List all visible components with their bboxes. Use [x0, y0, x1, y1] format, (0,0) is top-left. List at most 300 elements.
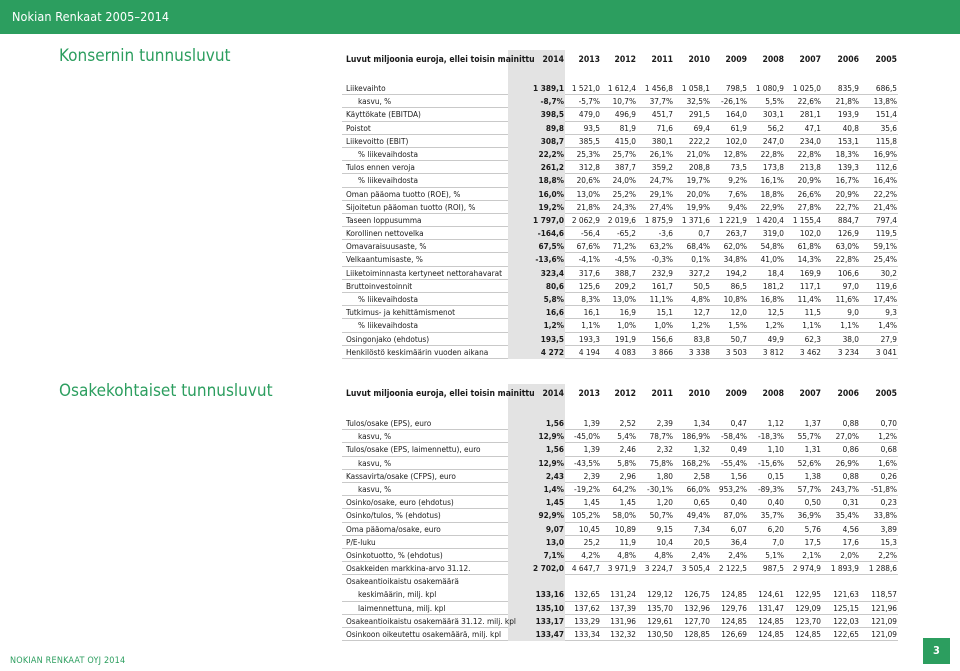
header-label: Luvut miljoonia euroja, ellei toisin mainittu	[346, 389, 535, 399]
year-header: 2013	[578, 389, 600, 399]
table-cell: 35,7%	[760, 510, 784, 521]
table-cell: 13,0	[545, 536, 564, 547]
table-cell: 3 338	[688, 346, 710, 357]
year-header: 2009	[725, 55, 747, 65]
table-cell: 22,6%	[797, 96, 821, 107]
table-cell: 37,7%	[649, 96, 673, 107]
highlight-column	[508, 404, 565, 417]
table-cell: 121,63	[833, 589, 859, 600]
year-header: 2010	[688, 389, 710, 399]
table-cell: 58,0%	[612, 510, 636, 521]
table-cell: 11,1%	[649, 294, 673, 304]
table-cell: 5,8%	[617, 457, 636, 468]
table-cell: 1 288,6	[868, 563, 897, 574]
table-cell: 247,0	[762, 135, 784, 146]
year-header: 2007	[799, 389, 821, 399]
table-cell: 1 080,9	[755, 83, 784, 93]
row-label: Omavaraisuusaste, %	[346, 241, 427, 252]
table-cell: 10,45	[578, 523, 600, 534]
table-row	[342, 95, 898, 108]
table-cell: -56,4	[580, 228, 600, 239]
table-cell: 122,65	[833, 629, 859, 639]
table-cell: 133,34	[574, 629, 600, 639]
table-cell: 135,10	[535, 602, 564, 613]
table-cell: 22,8%	[797, 148, 821, 159]
row-label: Velkaantumisaste, %	[346, 254, 423, 265]
table-cell: 0,40	[730, 497, 747, 508]
table-cell: 132,65	[574, 589, 600, 600]
table-cell: 798,5	[725, 83, 747, 93]
table-cell: -45,0%	[573, 431, 600, 442]
table-cell: 1,0%	[617, 320, 636, 331]
table-row	[342, 523, 898, 536]
table-cell: 61,8%	[797, 241, 821, 252]
table-cell: 7,0	[772, 536, 784, 547]
table-cell: 1,1%	[581, 320, 600, 331]
table-cell: 49,4%	[686, 510, 710, 521]
table-cell: 1,6%	[878, 457, 897, 468]
table-cell: 20,5	[693, 536, 710, 547]
table-cell: 118,57	[871, 589, 897, 600]
table-cell: 123,70	[795, 615, 821, 626]
table-cell: 9,3	[885, 307, 897, 318]
table-cell: 0,40	[767, 497, 784, 508]
table-cell: 25,7%	[612, 148, 636, 159]
row-label: P/E-luku	[346, 536, 376, 547]
table-cell: 119,6	[875, 280, 897, 291]
table-cell: 168,2%	[681, 457, 710, 468]
table-cell: 2 062,9	[571, 214, 600, 225]
table-cell: 27,9	[880, 333, 897, 344]
table-cell: 156,6	[651, 333, 673, 344]
table-cell: 3 041	[875, 346, 897, 357]
table-cell: 17,5	[804, 536, 821, 547]
year-header: 2009	[725, 389, 747, 399]
table-cell: 1,2%	[691, 320, 710, 331]
table-cell: 3 812	[762, 346, 784, 357]
table-cell: 12,8%	[723, 148, 747, 159]
table-cell: 21,0%	[686, 148, 710, 159]
row-label: Tulos ennen veroja	[346, 162, 415, 173]
row-label: Taseen loppusumma	[346, 214, 422, 225]
table-cell: 18,3%	[835, 148, 859, 159]
table-row	[342, 602, 898, 615]
table-cell: 1 521,0	[571, 83, 600, 93]
table-cell: 3 866	[651, 346, 673, 357]
table-cell: 1 221,9	[718, 214, 747, 225]
table-cell: 4 272	[540, 346, 564, 357]
table-cell: 19,2%	[538, 201, 564, 212]
table-cell: 61,9	[730, 122, 747, 133]
table-cell: 12,7	[693, 307, 710, 318]
table-cell: 33,8%	[873, 510, 897, 521]
table-cell: 1,1%	[802, 320, 821, 331]
table-cell: 80,6	[545, 280, 564, 291]
per-share-figures-table	[342, 384, 898, 641]
table-cell: -19,2%	[573, 483, 600, 494]
table-cell: 86,5	[730, 280, 747, 291]
table-cell: 12,0	[730, 307, 747, 318]
table-cell: 17,4%	[873, 294, 897, 304]
table-cell: 50,5	[693, 280, 710, 291]
table-cell: 263,7	[725, 228, 747, 239]
table-cell: 62,3	[804, 333, 821, 344]
row-label: Käyttökate (EBITDA)	[346, 109, 421, 120]
table-cell: 2,1%	[802, 549, 821, 560]
table-cell: 36,4	[730, 536, 747, 547]
table-cell: 105,2%	[571, 510, 600, 521]
table-cell: 7,34	[693, 523, 710, 534]
table-cell: 0,50	[804, 497, 821, 508]
table-cell: -55,4%	[720, 457, 747, 468]
table-cell: 1,10	[767, 444, 784, 455]
table-cell: 209,2	[614, 280, 636, 291]
table-cell: 1,39	[583, 444, 600, 455]
table-cell: 6,07	[730, 523, 747, 534]
table-cell: 1 058,1	[681, 83, 710, 93]
table-cell: 133,47	[535, 629, 564, 639]
table-cell: 1 389,1	[533, 83, 564, 93]
table-cell: 243,7%	[830, 483, 859, 494]
table-cell: 193,3	[578, 333, 600, 344]
table-cell: 131,24	[610, 589, 636, 600]
table-cell: -4,5%	[614, 254, 636, 265]
table-cell: 10,8%	[723, 294, 747, 304]
table-cell: 35,4%	[835, 510, 859, 521]
table-cell: 323,4	[540, 267, 564, 278]
table-cell: 121,96	[871, 602, 897, 613]
row-label: % liikevaihdosta	[358, 175, 418, 186]
row-label: Tulos/osake (EPS, laimennettu), euro	[346, 444, 481, 455]
table-cell: 4 194	[578, 346, 600, 357]
table-cell: 16,0%	[538, 188, 564, 199]
table-cell: 63,0%	[835, 241, 859, 252]
table-cell: 11,4%	[797, 294, 821, 304]
table-row	[342, 319, 898, 332]
table-cell: 213,8	[799, 162, 821, 173]
highlight-column	[508, 575, 565, 589]
table-cell: 30,2	[880, 267, 897, 278]
table-cell: 1,45	[545, 497, 564, 508]
table-cell: 122,03	[833, 615, 859, 626]
table-cell: 83,8	[693, 333, 710, 344]
row-label: laimennettuna, milj. kpl	[358, 602, 446, 613]
table-row	[342, 457, 898, 470]
table-cell: 67,6%	[576, 241, 600, 252]
table-cell: 4,8%	[691, 294, 710, 304]
table-cell: 1,0%	[654, 320, 673, 331]
table-cell: 3 505,4	[681, 563, 710, 574]
row-label: Bruttoinvestoinnit	[346, 280, 413, 291]
row-label: Korollinen nettovelka	[346, 228, 424, 239]
table-cell: 18,8%	[760, 188, 784, 199]
table-cell: 129,76	[721, 602, 747, 613]
table-cell: 312,8	[578, 162, 600, 173]
table-cell: 232,9	[651, 267, 673, 278]
table-cell: 26,9%	[835, 457, 859, 468]
table-row	[342, 470, 898, 483]
table-cell: 4,8%	[617, 549, 636, 560]
table-row	[342, 628, 898, 641]
table-cell: 75,8%	[649, 457, 673, 468]
table-cell: 9,4%	[728, 201, 747, 212]
table-cell: 18,4	[767, 267, 784, 278]
table-cell: 20,0%	[686, 188, 710, 199]
table-cell: 22,8%	[835, 254, 859, 265]
group-key-figures-table	[342, 50, 898, 359]
row-label: Kassavirta/osake (CFPS), euro	[346, 470, 456, 481]
year-header: 2008	[762, 389, 784, 399]
year-header: 2014	[542, 55, 564, 65]
table-cell: 124,85	[721, 589, 747, 600]
table-cell: 102,0	[725, 135, 747, 146]
table-row	[342, 174, 898, 187]
table-cell: -4,1%	[578, 254, 600, 265]
table-cell: 0,70	[880, 418, 897, 428]
table-cell: 32,5%	[686, 96, 710, 107]
row-label: kasvu, %	[358, 483, 392, 494]
table-cell: 3 224,7	[644, 563, 673, 574]
table-cell: 161,7	[651, 280, 673, 291]
table-cell: 64,2%	[612, 483, 636, 494]
table-cell: 6,20	[767, 523, 784, 534]
table-cell: 125,6	[578, 280, 600, 291]
table-cell: 16,9%	[873, 148, 897, 159]
year-header: 2012	[614, 389, 636, 399]
table-cell: 135,70	[647, 602, 673, 613]
table-cell: 2 702,0	[533, 563, 564, 574]
row-label: Osinkoon oikeutettu osakemäärä, milj. kpl	[346, 629, 502, 639]
table-cell: -89,3%	[757, 483, 784, 494]
table-cell: 1 420,4	[755, 214, 784, 225]
table-cell: 0,26	[880, 470, 897, 481]
table-cell: 835,9	[837, 83, 859, 93]
table-row	[342, 509, 898, 522]
table-cell: 124,85	[758, 615, 784, 626]
table-cell: 97,0	[842, 280, 859, 291]
table-row	[342, 496, 898, 509]
table-cell: 35,6	[880, 122, 897, 133]
table-cell: 10,7%	[612, 96, 636, 107]
table-cell: 133,16	[535, 589, 564, 600]
table-cell: 126,69	[721, 629, 747, 639]
table-cell: 1,56	[545, 444, 564, 455]
row-label: % liikevaihdosta	[358, 320, 418, 331]
table-row	[342, 135, 898, 148]
table-cell: 71,6	[656, 122, 673, 133]
table-cell: 124,85	[721, 615, 747, 626]
table-cell: 17,6	[842, 536, 859, 547]
table-cell: 131,47	[758, 602, 784, 613]
year-header: 2011	[651, 55, 673, 65]
row-label: Osingonjako (ehdotus)	[346, 333, 430, 344]
table-cell: 2,39	[583, 470, 600, 481]
table-cell: 291,5	[688, 109, 710, 120]
table-cell: 686,5	[875, 83, 897, 93]
table-cell: 50,7%	[649, 510, 673, 521]
table-cell: 66,0%	[686, 483, 710, 494]
table-cell: 5,5%	[765, 96, 784, 107]
table-cell: 9,2%	[728, 175, 747, 186]
table-cell: 59,1%	[873, 241, 897, 252]
table-row	[342, 214, 898, 227]
table-cell: 0,49	[730, 444, 747, 455]
table-cell: 52,6%	[797, 457, 821, 468]
table-cell: 22,8%	[760, 148, 784, 159]
table-cell: 122,95	[795, 589, 821, 600]
table-cell: 308,7	[540, 135, 564, 146]
table-cell: 56,2	[767, 122, 784, 133]
table-cell: 1,31	[804, 444, 821, 455]
table-cell: 3,89	[880, 523, 897, 534]
table-cell: 1,34	[693, 418, 710, 428]
table-cell: 73,5	[730, 162, 747, 173]
table-cell: 4,2%	[581, 549, 600, 560]
table-cell: 1,2%	[543, 320, 564, 331]
table-cell: 451,7	[651, 109, 673, 120]
table-cell: 1,4%	[543, 483, 564, 494]
table-cell: 117,1	[799, 280, 821, 291]
year-header: 2012	[614, 55, 636, 65]
table-row	[342, 280, 898, 293]
year-header: 2011	[651, 389, 673, 399]
table-cell: 20,9%	[797, 175, 821, 186]
highlight-column	[508, 70, 565, 82]
table-cell: -0,3%	[651, 254, 673, 265]
table-cell: 16,9	[619, 307, 636, 318]
table-cell: 1,32	[693, 444, 710, 455]
table-cell: 36,9%	[797, 510, 821, 521]
year-header: 2005	[875, 389, 897, 399]
table-cell: 1 371,6	[681, 214, 710, 225]
table-cell: 1,12	[767, 418, 784, 428]
table-cell: -8,7%	[540, 96, 564, 107]
table-cell: 78,7%	[649, 431, 673, 442]
table-cell: 3 503	[725, 346, 747, 357]
year-header: 2013	[578, 55, 600, 65]
table-cell: 16,4%	[873, 175, 897, 186]
table-row	[342, 201, 898, 214]
table-cell: 128,85	[684, 629, 710, 639]
table-cell: 5,76	[804, 523, 821, 534]
row-label: kasvu, %	[358, 96, 392, 107]
table-cell: 11,5	[804, 307, 821, 318]
table-cell: -15,6%	[757, 457, 784, 468]
table-cell: 4 083	[614, 346, 636, 357]
table-row	[342, 443, 898, 456]
table-cell: 173,8	[762, 162, 784, 173]
year-header: 2005	[875, 55, 897, 65]
table-cell: 797,4	[875, 214, 897, 225]
table-cell: 21,4%	[873, 201, 897, 212]
table-cell: 67,5%	[538, 241, 564, 252]
table-cell: 0,23	[880, 497, 897, 508]
table-cell: 193,5	[540, 333, 564, 344]
table-cell: 10,4	[656, 536, 673, 547]
table-cell: -51,8%	[870, 483, 897, 494]
table-cell: -30,1%	[646, 483, 673, 494]
table-cell: 953,2%	[718, 483, 747, 494]
table-cell: 153,1	[837, 135, 859, 146]
table-cell: 1 797,0	[533, 214, 564, 225]
table-cell: 25,2%	[612, 188, 636, 199]
table-cell: 5,4%	[617, 431, 636, 442]
table-cell: 22,2%	[538, 148, 564, 159]
table-cell: 359,2	[651, 162, 673, 173]
header-label: Luvut miljoonia euroja, ellei toisin mainittu	[346, 55, 535, 65]
table-cell: 16,7%	[835, 175, 859, 186]
table-row	[342, 306, 898, 319]
year-header: 2007	[799, 55, 821, 65]
table-cell: 15,1	[656, 307, 673, 318]
table-cell: 129,61	[647, 615, 673, 626]
table-cell: -65,2	[616, 228, 636, 239]
table-cell: 16,1	[583, 307, 600, 318]
table-cell: 884,7	[837, 214, 859, 225]
top-banner	[0, 0, 960, 34]
row-label: kasvu, %	[358, 457, 392, 468]
table-cell: 14,3%	[797, 254, 821, 265]
table-cell: 93,5	[583, 122, 600, 133]
table-row	[342, 588, 898, 601]
table-cell: 50,7	[730, 333, 747, 344]
table-cell: 0,88	[842, 470, 859, 481]
table-header	[342, 384, 898, 404]
table-cell: 387,7	[614, 162, 636, 173]
table-cell: 1,5%	[728, 320, 747, 331]
table-cell: 186,9%	[681, 431, 710, 442]
table-cell: 1 893,9	[830, 563, 859, 574]
row-label: Liiketoiminnasta kertyneet nettorahavarat	[346, 267, 503, 278]
table-cell: 479,0	[578, 109, 600, 120]
table-cell: 4,56	[842, 523, 859, 534]
table-cell: 130,50	[647, 629, 673, 639]
table-cell: 22,2%	[873, 188, 897, 199]
table-cell: 0,86	[842, 444, 859, 455]
table-cell: 1,2%	[878, 431, 897, 442]
row-label: Osakkeiden markkina-arvo 31.12.	[346, 563, 471, 574]
table-cell: 133,17	[535, 615, 564, 626]
table-cell: 47,1	[804, 122, 821, 133]
table-cell: 21,8%	[835, 96, 859, 107]
table-cell: 3 462	[799, 346, 821, 357]
table-cell: 24,0%	[612, 175, 636, 186]
table-row	[342, 575, 898, 588]
table-cell: 2 122,5	[718, 563, 747, 574]
row-label: Liikevoitto (EBIT)	[346, 135, 409, 146]
section-title-per-share-figures: Osakekohtaiset tunnusluvut	[59, 381, 273, 401]
section-title-group-key-figures: Konsernin tunnusluvut	[59, 46, 231, 66]
table-cell: 16,6	[545, 307, 564, 318]
report-title: Nokian Renkaat 2005–2014	[12, 9, 170, 24]
table-row	[342, 148, 898, 161]
table-cell: 1 025,0	[792, 83, 821, 93]
table-cell: 126,75	[684, 589, 710, 600]
table-cell: 2 019,6	[607, 214, 636, 225]
table-cell: 38,0	[842, 333, 859, 344]
table-cell: 89,8	[545, 122, 564, 133]
row-label: Henkilöstö keskimäärin vuoden aikana	[346, 346, 489, 357]
table-cell: 119,5	[875, 228, 897, 239]
year-header: 2006	[837, 55, 859, 65]
table-cell: 29,1%	[649, 188, 673, 199]
table-cell: 388,7	[614, 267, 636, 278]
table-cell: 1,4%	[878, 320, 897, 331]
table-cell: 2,52	[619, 418, 636, 428]
table-cell: 87,0%	[723, 510, 747, 521]
table-cell: 398,5	[540, 109, 564, 120]
year-header: 2008	[762, 55, 784, 65]
